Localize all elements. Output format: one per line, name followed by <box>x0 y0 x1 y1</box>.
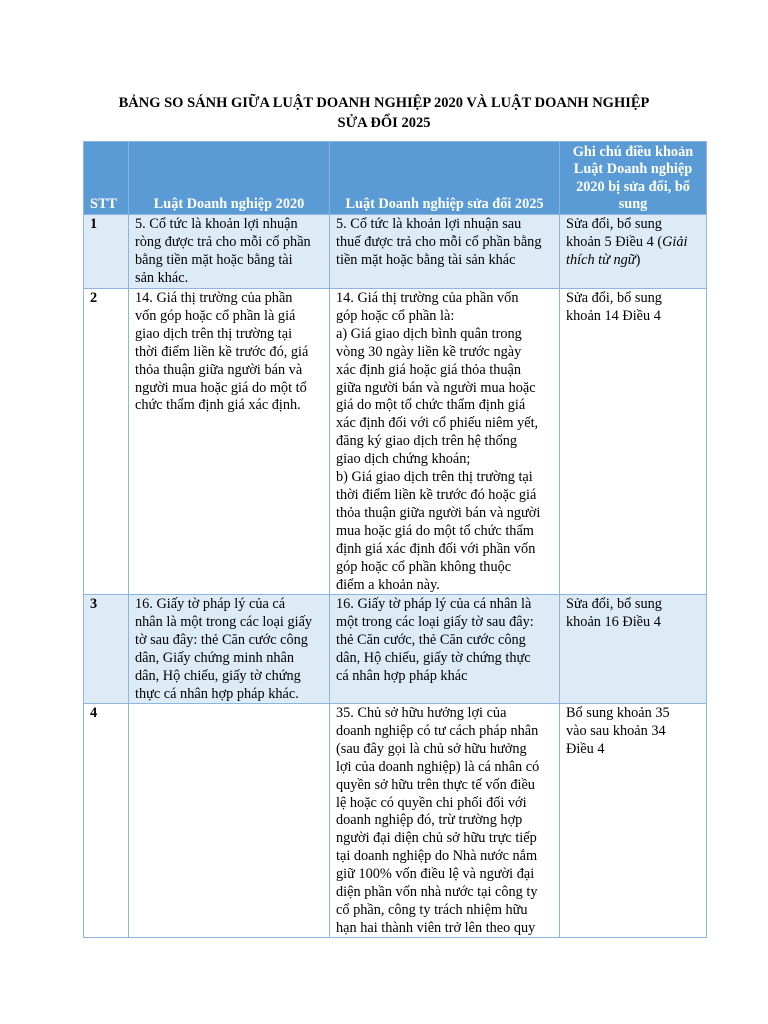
text-line: lệ hoặc có quyền chi phối đối với <box>336 794 527 811</box>
header-note-line: Luật Doanh nghiệp <box>573 161 693 178</box>
document-title <box>84 93 684 133</box>
text-line: Sửa đổi, bổ sung <box>566 596 662 612</box>
law-2020-cell <box>129 704 330 938</box>
text-line: giá do một tổ chức thẩm định giá <box>336 397 526 414</box>
text-line: thuế được trả cho mỗi cổ phần bằng <box>336 233 542 250</box>
text-line: vòng 30 ngày liền kề trước ngày <box>336 343 522 360</box>
law-2025-cell <box>330 289 560 595</box>
text-line: định giá xác định đối với phần vốn <box>336 540 536 557</box>
text-line: khoản 5 Điều 4 (Giải <box>566 233 688 250</box>
note-cell <box>560 289 707 595</box>
text-line: người đại diện chủ sở hữu trực tiếp <box>336 830 537 847</box>
comparison-table <box>83 141 707 938</box>
header-note-line: Ghi chú điều khoản <box>572 143 694 160</box>
note-cell <box>560 704 707 938</box>
text-line: nhân là một trong các loại giấy <box>135 613 313 630</box>
text-line: giữ 100% vốn điều lệ và người đại <box>336 866 535 883</box>
text-line: Điều 4 <box>566 740 605 757</box>
text-line: lợi của doanh nghiệp) là cá nhân có <box>336 758 540 775</box>
row-stt: 1 <box>84 215 129 289</box>
header-note-line: sung <box>618 196 648 213</box>
text-line: bằng tiền mặt hoặc bằng tài <box>135 251 293 268</box>
table-row <box>84 289 707 595</box>
text-line: sản khác. <box>135 269 189 286</box>
text-line: điểm a khoản này. <box>336 576 440 593</box>
text-line: thỏa thuận giữa người bán và <box>135 361 303 378</box>
table-row <box>84 595 707 704</box>
text-line: người mua hoặc giá do một tổ <box>135 379 307 396</box>
header-law-2025: Luật Doanh nghiệp sửa đổi 2025 <box>330 142 560 215</box>
text-line: khoản 14 Điều 4 <box>566 307 661 324</box>
text-line: doanh nghiệp đó, trừ trường hợp <box>336 812 523 829</box>
title-line-1: BẢNG SO SÁNH GIỮA LUẬT DOANH NGHIỆP 2020 VÀ LUẬT DOANH NGHIỆP <box>118 95 650 111</box>
law-2020-cell <box>129 215 330 289</box>
text-line: 5. Cổ tức là khoản lợi nhuận sau <box>336 216 522 232</box>
law-2020-cell <box>129 595 330 704</box>
text-line: vào sau khoản 34 <box>566 722 666 739</box>
text-line: khoản 16 Điều 4 <box>566 613 661 630</box>
text-line: thực cá nhân hợp pháp khác. <box>135 685 299 702</box>
table-header-row <box>84 142 707 215</box>
text-line: góp hoặc cổ phần không thuộc <box>336 558 512 575</box>
note-cell <box>560 595 707 704</box>
text-line: dân, Hộ chiếu, giấy tờ chứng thực <box>336 649 531 666</box>
text-line: tại doanh nghiệp do Nhà nước nắm <box>336 848 538 865</box>
text-line: dân, Hộ chiếu, giấy tờ chứng <box>135 667 301 684</box>
header-note <box>560 142 707 215</box>
text-line: thỏa thuận giữa người bán và người <box>336 504 541 521</box>
text-line: góp hoặc cổ phần là: <box>336 307 455 324</box>
text-line: chức thẩm định giá xác định. <box>135 397 301 414</box>
text-line: thời điểm liền kề trước đó hoặc giá <box>336 486 537 503</box>
header-stt: STT <box>84 142 129 215</box>
text-line: ròng được trả cho mỗi cổ phần <box>135 233 311 250</box>
text-line: a) Giá giao dịch bình quân trong <box>336 325 522 342</box>
text-line: 35. Chủ sở hữu hưởng lợi của <box>336 705 507 721</box>
header-law-2020: Luật Doanh nghiệp 2020 <box>129 142 330 215</box>
text-line: giao dịch chứng khoán; <box>336 451 471 468</box>
row-stt: 2 <box>84 289 129 595</box>
text-line: Sửa đổi, bổ sung <box>566 290 662 306</box>
text-line: giữa người bán và người mua hoặc <box>336 379 536 396</box>
row-stt: 4 <box>84 704 129 938</box>
text-line: mua hoặc giá do một tổ chức thẩm <box>336 522 534 539</box>
law-2025-cell <box>330 215 560 289</box>
text-line: thẻ Căn cước, thẻ Căn cước công <box>336 631 526 648</box>
text-line: cổ phần, công ty trách nhiệm hữu <box>336 901 528 918</box>
text-line: xác định đối với cổ phiếu niêm yết, <box>336 415 539 432</box>
text-line: xác định giá hoặc giá thỏa thuận <box>336 361 522 378</box>
text-line: cá nhân hợp pháp khác <box>336 667 468 684</box>
header-note-line: 2020 bị sửa đổi, bổ <box>576 178 690 195</box>
text-line: tờ sau đây: thẻ Căn cước công <box>135 631 308 648</box>
table-row <box>84 215 707 289</box>
text-line: thời điểm liền kề trước đó, giá <box>135 343 309 360</box>
law-2025-cell <box>330 595 560 704</box>
law-2025-cell <box>330 704 560 938</box>
text-line: doanh nghiệp có tư cách pháp nhân <box>336 722 539 739</box>
table-row <box>84 704 707 938</box>
note-cell <box>560 215 707 289</box>
text-line: dân, Giấy chứng minh nhân <box>135 649 295 666</box>
text-line: b) Giá giao dịch trên thị trường tại <box>336 469 533 486</box>
text-line: thích từ ngữ) <box>566 251 641 268</box>
text-line: 5. Cổ tức là khoản lợi nhuận <box>135 216 298 232</box>
text-line: 14. Giá thị trường của phần vốn <box>336 290 519 306</box>
text-line: 16. Giấy tờ pháp lý của cá nhân là <box>336 596 532 612</box>
law-2020-cell <box>129 289 330 595</box>
text-line: Bổ sung khoản 35 <box>566 705 670 721</box>
text-line: Sửa đổi, bổ sung <box>566 216 662 232</box>
text-line: đăng ký giao dịch trên hệ thống <box>336 433 518 450</box>
text-line: quyền sở hữu trên thực tế vốn điều <box>336 776 535 793</box>
text-line: hạn hai thành viên trở lên theo quy <box>336 919 536 936</box>
text-line: 16. Giấy tờ pháp lý của cá <box>135 596 286 612</box>
title-line-2: SỬA ĐỔI 2025 <box>337 115 431 131</box>
text-line: tiền mặt hoặc bằng tài sản khác <box>336 251 516 268</box>
text-line: diện phần vốn nhà nước tại công ty <box>336 884 538 901</box>
row-stt: 3 <box>84 595 129 704</box>
text-line: (sau đây gọi là chủ sở hữu hưởng <box>336 740 527 757</box>
text-line: 14. Giá thị trường của phần <box>135 290 293 306</box>
text-line: vốn góp hoặc cổ phần là giá <box>135 307 296 324</box>
text-line: giao dịch trên thị trường tại <box>135 325 293 342</box>
text-line: một trong các loại giấy tờ sau đây: <box>336 613 534 630</box>
